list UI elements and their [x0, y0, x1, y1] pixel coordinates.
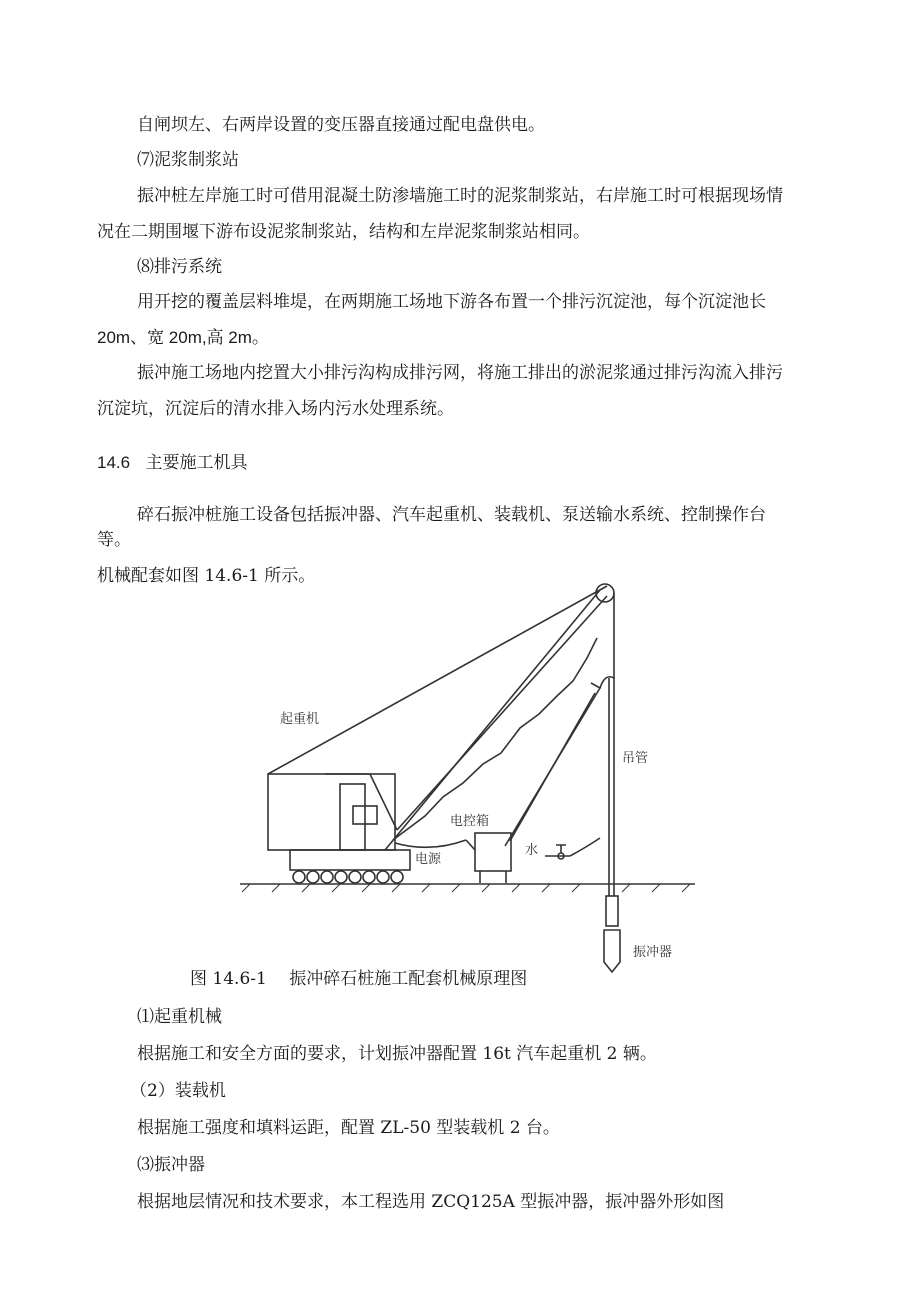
- paragraph-loader: 根据施工强度和填料运距，配置 ZL-50 型装载机 2 台。: [137, 1118, 560, 1138]
- label-control-box: 电控箱: [450, 814, 490, 829]
- label-hoist-pipe: 吊管: [622, 751, 649, 766]
- label-crane: 起重机: [280, 712, 320, 727]
- crane-diagram: [225, 578, 695, 978]
- paragraph-mud-station-line1: 振冲桩左岸施工时可借用混凝土防渗墙施工时的泥浆制浆站，右岸施工时可根据现场情: [137, 186, 783, 206]
- ground-hatching: [242, 884, 690, 892]
- boom-lower-chord: [385, 590, 600, 850]
- paragraph-drainage-line2: 20m、宽 20m,高 2m。: [97, 328, 269, 347]
- figure-caption: 图 14.6-1 振冲碎石桩施工配套机械原理图: [190, 969, 528, 989]
- boom-lattice: [393, 638, 597, 840]
- section-number: 14.6: [97, 453, 131, 472]
- heading-drainage-system: ⑻排污系统: [137, 257, 222, 277]
- section-title: 主要施工机具: [145, 453, 248, 473]
- pendant-cable: [268, 586, 607, 774]
- paragraph-mud-station-line2: 况在二期围堰下游布设泥浆制浆站，结构和左岸泥浆制浆站相同。: [97, 222, 590, 242]
- boom-upper-chord: [397, 596, 607, 830]
- paragraph-drainage-line1: 用开挖的覆盖层料堆堤，在两期施工场地下游各布置一个排污沉淀池，每个沉淀池长: [137, 292, 766, 312]
- crane-track-frame: [290, 850, 410, 870]
- label-water: 水: [525, 843, 539, 858]
- paragraph-drainage-line3: 振冲施工场地内挖置大小排污沟构成排污网，将施工排出的淤泥浆通过排污沟流入排污: [137, 363, 783, 383]
- paragraph-vibroflot: 根据地层情况和技术要求，本工程选用 ZCQ125A 型振冲器，振冲器外形如图: [137, 1192, 725, 1212]
- pipe-gooseneck: [591, 677, 614, 688]
- heading-lifting-machinery: ⑴起重机械: [137, 1007, 222, 1027]
- heading-mud-station: ⑺泥浆制浆站: [137, 150, 239, 170]
- paragraph-lifting-machinery: 根据施工和安全方面的要求，计划振冲器配置 16t 汽车起重机 2 辆。: [137, 1044, 657, 1064]
- label-vibroflot: 振冲器: [633, 945, 673, 960]
- crane-wheels: [293, 871, 403, 883]
- vibroflot-body: [604, 930, 620, 972]
- paragraph-equipment-line1: 碎石振冲桩施工设备包括振冲器、汽车起重机、装载机、泵送输水系统、控制操作台: [137, 505, 766, 525]
- vibroflot-connector: [606, 896, 618, 926]
- control-box: [475, 833, 511, 871]
- section-heading: [97, 451, 248, 475]
- power-cable: [395, 840, 466, 847]
- paragraph-figure-reference: 机械配套如图 14.6-1 所示。: [97, 566, 316, 586]
- paragraph-drainage-line4: 沉淀坑，沉淀后的清水排入场内污水处理系统。: [97, 399, 454, 419]
- boom-support: [370, 774, 397, 830]
- heading-vibroflot: ⑶振冲器: [137, 1155, 205, 1175]
- paragraph-equipment-line2: 等。: [97, 530, 131, 550]
- label-power: 电源: [415, 852, 442, 867]
- paragraph-power-supply: 自闸坝左、右两岸设置的变压器直接通过配电盘供电。: [137, 115, 545, 135]
- heading-loader: （2）装载机: [130, 1081, 226, 1101]
